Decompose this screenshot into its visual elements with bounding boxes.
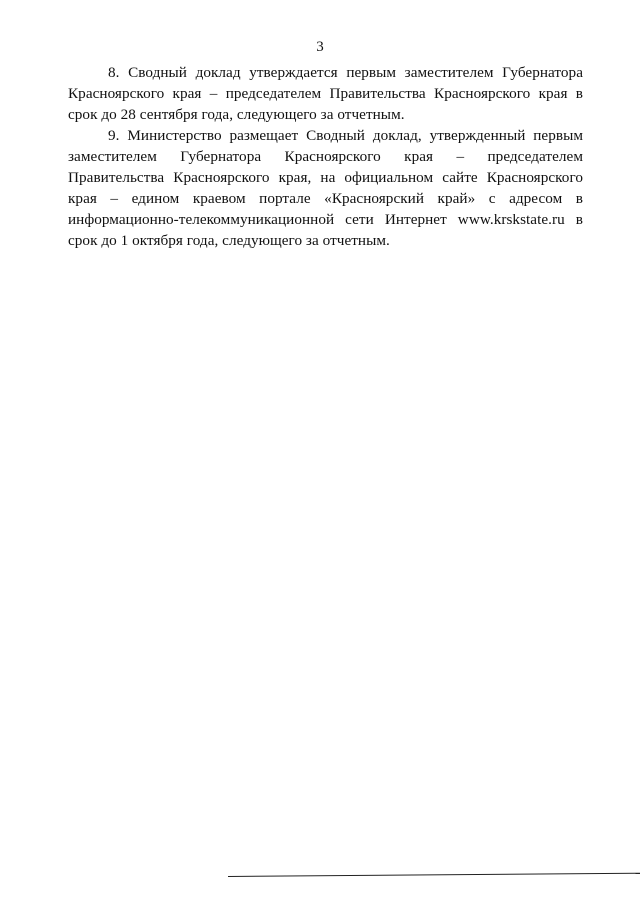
paragraph-9: 9. Министерство размещает Сводный доклад, утвержденный первым заместителем Губернатора Красноярского края – председателем Правительства Красноярского края, на официальном сайте Красноярского края – едином краевом портале «Красноярский край» с адресом в информационно-телекоммуникационной сети Интернет www.krskstate.ru в срок до 1 октября года, следующего за отчетным. (68, 127, 583, 249)
document-body (68, 62, 583, 251)
paragraph-8: 8. Сводный доклад утверждается первым заместителем Губернатора Красноярского края – председателем Правительства Красноярского края в срок до 28 сентября года, следующего за отчетным. (68, 64, 583, 123)
page-number: 3 (316, 39, 324, 55)
footer-rule (228, 873, 640, 877)
